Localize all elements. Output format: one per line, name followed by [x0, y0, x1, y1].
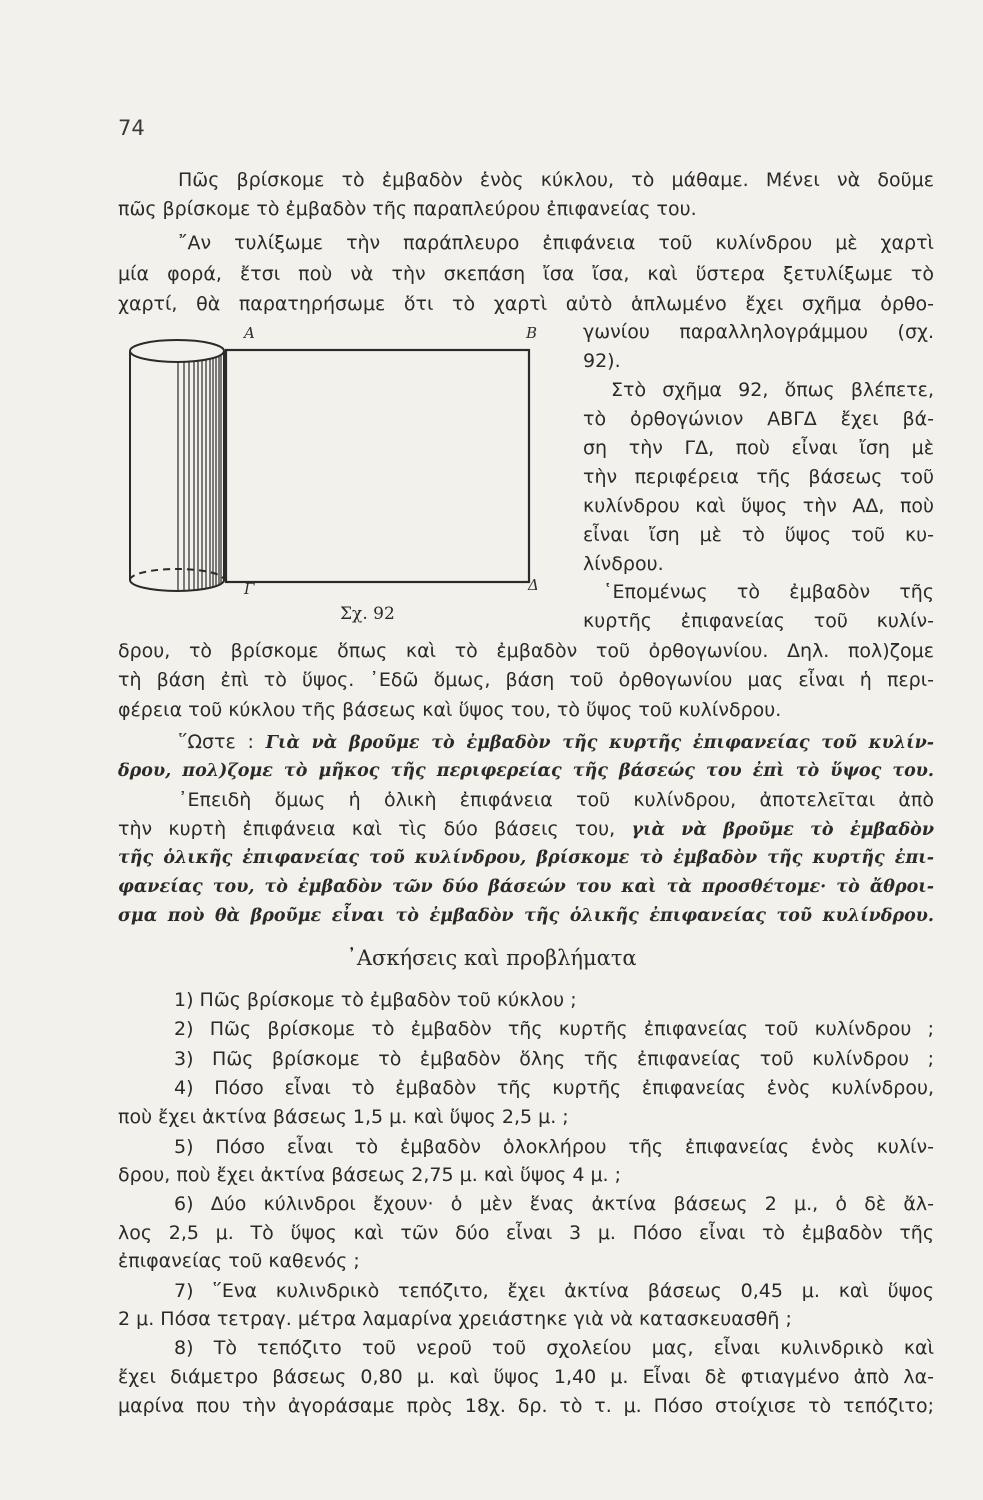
page-number: 74	[118, 116, 145, 140]
exercise-line: 2 μ. Πόσα τετραγ. μέτρα λαμαρίνα χρειάστηκε γιὰ νὰ κατασκευασθῆ ;	[118, 1308, 792, 1330]
paragraph-line: φέρεια τοῦ κύκλου τῆς βάσεως καὶ ὕψος του, τὸ ὕψος τοῦ κυλίνδρου.	[118, 699, 782, 721]
exercise-line: 1) Πῶς βρίσκομε τὸ ἐμβαδὸν τοῦ κύκλου ;	[174, 989, 577, 1011]
exercise-line: 4) Πόσο εἶναι τὸ ἐμβαδὸν τῆς κυρτῆς ἐπιφανείας ἑνὸς κυλίνδρου,	[174, 1077, 934, 1099]
label-b: Β	[526, 324, 538, 342]
exercises-heading: ᾿Ασκήσεις καὶ προβλήματα	[346, 946, 637, 970]
exercise-line: 7) ῞Ενα κυλινδρικὸ τεπόζιτο, ἔχει ἀκτίνα βάσεως 0,45 μ. καὶ ὕψος	[174, 1280, 934, 1302]
exercise-line: 2) Πῶς βρίσκομε τὸ ἐμβαδὸν τῆς κυρτῆς ἐπιφανείας τοῦ κυλίνδρου ;	[174, 1018, 934, 1040]
label-g: Γ	[244, 580, 255, 598]
side-line: τὸ ὀρθογώνιον ΑΒΓΔ ἔχει βά-	[583, 408, 934, 430]
exercise-line: 6) Δύο κύλινδροι ἔχουν· ὁ μὲν ἕνας ἀκτίνα βάσεως 2 μ., ὁ δὲ ἄλ-	[174, 1193, 934, 1215]
exercise-line: 3) Πῶς βρίσκομε τὸ ἐμβαδὸν ὅλης τῆς ἐπιφανείας τοῦ κυλίνδρου ;	[174, 1048, 934, 1070]
exercise-line: 5) Πόσο εἶναι τὸ ἐμβαδὸν ὁλοκλήρου τῆς ἐπιφανείας ἑνὸς κυλίν-	[174, 1136, 934, 1158]
side-line: ῾Επομένως τὸ ἐμβαδὸν τῆς	[603, 581, 934, 603]
paragraph-line: μία φορά, ἔτσι ποὺ νὰ τὴν σκεπάση ἴσα ἴσα, καὶ ὕστερα ξετυλίξωμε τὸ	[118, 263, 934, 285]
exercise-line: ἔχει διάμετρο βάσεως 0,80 μ. καὶ ὕψος 1,40 μ. Εἶναι δὲ φτιαγμένο ἀπὸ λα-	[118, 1366, 934, 1388]
exercise-line: ἐπιφανείας τοῦ καθενός ;	[118, 1250, 360, 1272]
rule-line: ᾿Επειδὴ ὅμως ἡ ὁλικὴ ἐπιφάνεια τοῦ κυλίνδρου, ἀποτελεῖται ἀπὸ	[178, 789, 934, 811]
exercise-line: 8) Τὸ τεπόζιτο τοῦ νεροῦ τοῦ σχολείου μας, εἶναι κυλινδρικὸ καὶ	[174, 1337, 934, 1359]
side-line: 92).	[583, 350, 621, 372]
side-line: κυλίνδρου καὶ ὕψος τὴν ΑΔ, ποὺ	[583, 495, 934, 517]
label-a: Α	[244, 324, 255, 342]
exercise-line: ποὺ ἔχει ἀκτίνα βάσεως 1,5 μ. καὶ ὕψος 2,5 μ. ;	[118, 1106, 569, 1128]
paragraph-line: τὴ βάση ἐπὶ τὸ ὕψος. ᾿Εδῶ ὅμως, βάση τοῦ ὀρθογωνίου μας εἶναι ἡ περι-	[118, 669, 934, 691]
rule-line	[178, 728, 934, 758]
rule-prefix: ῞Ωστε :	[178, 731, 266, 753]
paragraph-line: ῎Αν τυλίξωμε τὴν παράπλευρο ἐπιφάνεια τοῦ κυλίνδρου μὲ χαρτὶ	[178, 232, 934, 254]
paragraph-line: δρου, τὸ βρίσκομε ὅπως καὶ τὸ ἐμβαδὸν τοῦ ὀρθογωνίου. Δηλ. πολ)ζομε	[118, 640, 934, 662]
rule-line: φανείας του, τὸ ἐμβαδὸν τῶν δύο βάσεών του καὶ τὰ προσθέτομε· τὸ ἄθροι-	[118, 877, 934, 897]
rule-line: σμα ποὺ θὰ βροῦμε εἶναι τὸ ἐμβαδὸν τῆς ὁλικῆς ἐπιφανείας τοῦ κυλίνδρου.	[118, 906, 934, 926]
figure-caption: Σχ. 92	[340, 604, 395, 624]
paragraph-line: πῶς βρίσκομε τὸ ἐμβαδὸν τῆς παραπλεύρου ἐπιφανείας του.	[118, 198, 697, 220]
side-line: Στὸ σχῆμα 92, ὅπως βλέπετε,	[611, 379, 934, 401]
side-line: ση τὴν ΓΔ, ποὺ εἶναι ἴση μὲ	[583, 437, 934, 459]
exercise-line: δρου, ποὺ ἔχει ἀκτίνα βάσεως 2,75 μ. καὶ ὕψος 4 μ. ;	[118, 1164, 622, 1186]
rule-bold-text: γιὰ νὰ βροῦμε τὸ ἐμβαδὸν	[631, 820, 934, 840]
exercise-line: μαρίνα που τὴν ἀγοράσαμε πρὸς 18χ. δρ. τὸ τ. μ. Πόσο στοίχισε τὸ τεπόζιτο;	[118, 1395, 934, 1417]
figure-cylinder-unrolled	[118, 318, 558, 648]
cylinder-rectangle-diagram	[118, 318, 558, 648]
rule-line: τῆς ὁλικῆς ἐπιφανείας τοῦ κυλίνδρου, βρίσκομε τὸ ἐμβαδὸν τῆς κυρτῆς ἐπι-	[118, 848, 934, 868]
rule-line: δρου, πολ)ζομε τὸ μῆκος τῆς περιφερείας τῆς βάσεώς του ἐπὶ τὸ ὕψος του.	[118, 761, 934, 781]
side-line: γωνίου παραλληλογράμμου (σχ.	[583, 321, 934, 343]
paragraph-line: Πῶς βρίσκομε τὸ ἐμβαδὸν ἑνὸς κύκλου, τὸ μάθαμε. Μένει νὰ δοῦμε	[178, 169, 934, 191]
side-line: τὴν περιφέρεια τῆς βάσεως τοῦ	[583, 466, 934, 488]
label-d: Δ	[528, 576, 539, 594]
rule-bold-text: Γιὰ νὰ βροῦμε τὸ ἐμβαδὸν τῆς κυρτῆς ἐπιφανείας τοῦ κυλίν-	[265, 733, 934, 753]
exercise-line: λος 2,5 μ. Τὸ ὕψος καὶ τῶν δύο εἶναι 3 μ. Πόσο εἶναι τὸ ἐμβαδὸν τῆς	[118, 1222, 934, 1244]
side-line: κυρτῆς ἐπιφανείας τοῦ κυλίν-	[583, 610, 934, 632]
rule-line	[118, 815, 934, 845]
rule-plain-text: τὴν κυρτὴ ἐπιφάνεια καὶ τὶς δύο βάσεις του,	[118, 818, 632, 840]
cylinder-top-ellipse	[130, 340, 224, 362]
unrolled-rectangle	[226, 350, 529, 582]
side-line: εἶναι ἴση μὲ τὸ ὕψος τοῦ κυ-	[583, 524, 934, 546]
paragraph-line: χαρτί, θὰ παρατηρήσωμε ὅτι τὸ χαρτὶ αὐτὸ ἁπλωμένο ἔχει σχῆμα ὀρθο-	[118, 293, 934, 315]
side-line: λίνδρου.	[583, 553, 664, 575]
